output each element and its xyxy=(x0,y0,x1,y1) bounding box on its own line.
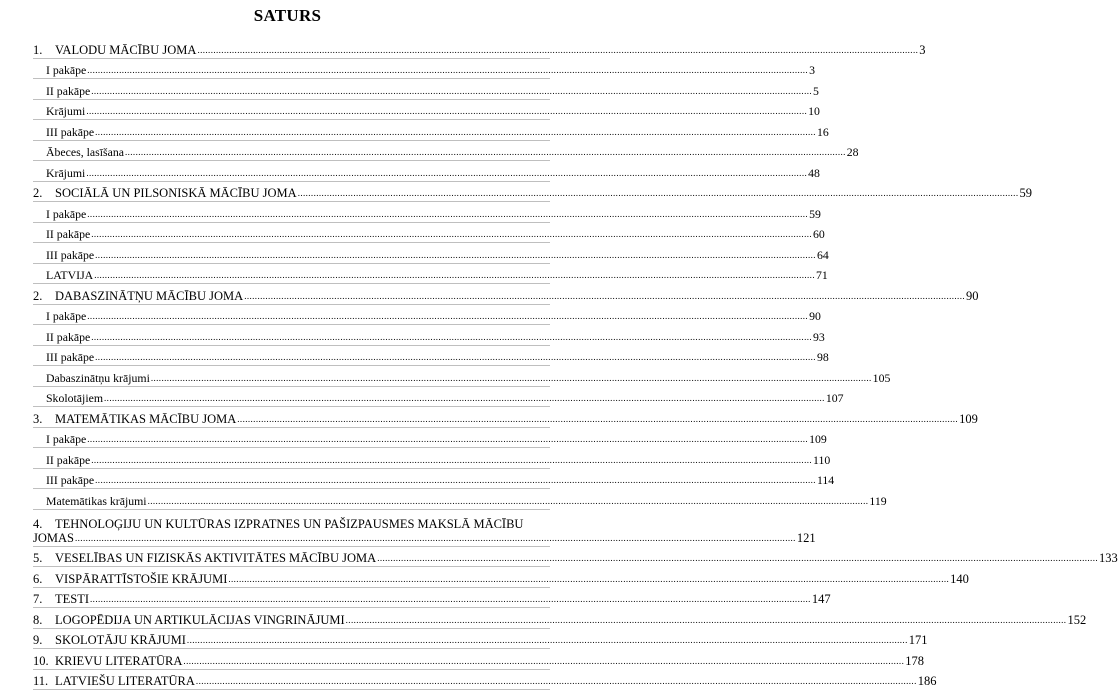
toc-entry-label: MATEMĀTIKAS MĀCĪBU JOMA xyxy=(55,411,237,426)
toc-section-entry[interactable] xyxy=(33,407,978,428)
toc-subsection-entry[interactable] xyxy=(33,346,829,367)
toc-section-entry[interactable] xyxy=(33,284,979,305)
toc-section-entry[interactable] xyxy=(33,547,1118,568)
toc-entry-label: LOGOPĒDIJA UN ARTIKULĀCIJAS VINGRINĀJUMI xyxy=(55,612,345,627)
toc-subsection-entry[interactable] xyxy=(33,141,859,162)
toc-subsection-entry[interactable] xyxy=(33,428,827,449)
toc-page-number: 119 xyxy=(869,493,887,508)
toc-page-number: 16 xyxy=(816,124,829,139)
toc-subsection-entry[interactable] xyxy=(33,264,828,285)
dot-leader xyxy=(151,371,872,385)
toc-section-entry[interactable] xyxy=(33,510,816,547)
dot-leader xyxy=(187,633,908,647)
toc-section-entry[interactable] xyxy=(33,649,924,670)
toc-entry-number: 11. xyxy=(33,674,49,688)
toc-page-number: 3 xyxy=(809,63,815,77)
toc-entry-label: LATVIEŠU LITERATŪRA xyxy=(55,674,195,688)
toc-page-number: 48 xyxy=(808,165,820,180)
dot-leader xyxy=(86,166,807,180)
toc-entry-number: 8. xyxy=(33,612,43,627)
toc-entry-number: 9. xyxy=(33,633,43,647)
toc-entry-label: VESELĪBAS UN FIZISKĀS AKTIVITĀTES MĀCĪBU JOMA xyxy=(55,551,377,565)
dot-leader xyxy=(95,125,816,139)
toc-page-number: 105 xyxy=(872,370,891,385)
toc-entry-label: Dabaszinātņu krājumi xyxy=(46,370,150,385)
toc-entry-label: II pakāpe xyxy=(46,83,91,98)
toc-subsection-entry[interactable] xyxy=(33,243,829,264)
dot-leader xyxy=(237,412,958,426)
page-title: SATURS xyxy=(253,6,322,25)
toc-subsection-entry[interactable] xyxy=(33,223,825,244)
toc-entry-label: I pakāpe xyxy=(46,309,87,323)
toc-page-number: 110 xyxy=(813,452,831,467)
toc-section-entry[interactable] xyxy=(33,588,831,609)
toc-page-number: 59 xyxy=(1019,186,1032,200)
toc-page-number: 133 xyxy=(1099,551,1118,565)
dot-leader xyxy=(90,592,811,606)
toc-subsection-entry[interactable] xyxy=(33,305,821,326)
toc-subsection-entry[interactable] xyxy=(33,387,844,408)
toc-page-number: 60 xyxy=(813,227,825,241)
dot-leader xyxy=(75,531,796,545)
toc-subsection-entry[interactable] xyxy=(33,79,819,100)
toc-subsection-entry[interactable] xyxy=(33,469,835,490)
toc-page-number: 109 xyxy=(809,432,827,446)
toc-entry-label: II pakāpe xyxy=(46,329,91,344)
toc-subsection-entry[interactable] xyxy=(33,120,829,141)
toc-page-number: 93 xyxy=(813,329,825,344)
dot-leader xyxy=(125,145,846,159)
toc-entry-label: Matemātikas krājumi xyxy=(46,493,147,508)
toc-entry-label-continued: JOMAS xyxy=(33,530,74,545)
dot-leader xyxy=(91,84,812,98)
toc-entry-number: 5. xyxy=(33,551,43,565)
dot-leader xyxy=(91,227,812,241)
dot-leader xyxy=(196,674,917,688)
toc-entry-label: VISPĀRATTĪSTOŠIE KRĀJUMI xyxy=(55,571,228,586)
toc-entry-number: 2. xyxy=(33,186,43,200)
toc-section-entry[interactable] xyxy=(33,182,1032,203)
toc-entry-number: 10. xyxy=(33,653,49,668)
toc-page-number: 171 xyxy=(908,633,928,647)
toc-page-number: 114 xyxy=(816,473,835,487)
toc-entry-number: 4. xyxy=(33,516,43,531)
dot-leader xyxy=(91,330,812,344)
toc-subsection-entry[interactable] xyxy=(33,161,820,182)
dot-leader xyxy=(94,268,815,282)
toc-entry-label: III pakāpe xyxy=(46,350,95,364)
dot-leader xyxy=(228,572,949,586)
toc-page-number: 152 xyxy=(1067,612,1087,627)
toc-page-number: 140 xyxy=(950,571,969,586)
toc-page-number: 3 xyxy=(919,42,926,57)
dot-leader xyxy=(346,613,1067,627)
toc-entry-label: I pakāpe xyxy=(46,432,87,446)
toc-subsection-entry[interactable] xyxy=(33,100,820,121)
toc-entry-number: 1. xyxy=(33,42,43,57)
toc-entry-label: I pakāpe xyxy=(46,63,87,77)
dot-leader xyxy=(95,350,816,364)
toc-subsection-entry[interactable] xyxy=(33,448,831,469)
dot-leader xyxy=(148,494,869,508)
toc-section-entry[interactable] xyxy=(33,629,928,650)
toc-entry-label: III pakāpe xyxy=(46,124,95,139)
dot-leader xyxy=(86,104,807,118)
toc-entry-label: SKOLOTĀJU KRĀJUMI xyxy=(55,633,186,647)
toc-page-number: 90 xyxy=(809,309,821,323)
toc-entry-label: I pakāpe xyxy=(46,206,87,221)
toc-subsection-entry[interactable] xyxy=(33,489,887,510)
dot-leader xyxy=(244,289,965,303)
dot-leader xyxy=(377,551,1098,565)
toc-entry-label: Krājumi xyxy=(46,165,86,180)
toc-entry-label: II pakāpe xyxy=(46,452,91,467)
toc-entry-label: TESTI xyxy=(55,592,90,606)
toc-subsection-entry[interactable] xyxy=(33,325,825,346)
toc-page-number: 59 xyxy=(809,206,821,221)
toc-entry-label: SOCIĀLĀ UN PILSONISKĀ MĀCĪBU JOMA xyxy=(55,186,297,200)
toc-entry-label: III pakāpe xyxy=(46,247,95,262)
toc-page-number: 98 xyxy=(816,350,829,364)
dot-leader xyxy=(104,391,825,405)
toc-subsection-entry[interactable] xyxy=(33,59,815,80)
dot-leader xyxy=(91,453,812,467)
toc-entry-number: 6. xyxy=(33,571,43,586)
toc-entry-label: Krājumi xyxy=(46,104,86,118)
toc-page-number: 107 xyxy=(825,391,844,405)
toc-entry-label: TEHNOLOĢIJU UN KULTŪRAS IZPRATNES UN PAŠIZPAUSMES MAKSLĀ MĀCĪBU xyxy=(55,516,524,531)
toc-entry-number: 7. xyxy=(33,592,43,606)
dot-leader xyxy=(95,473,816,487)
dot-leader xyxy=(95,248,816,262)
toc-entry-label: II pakāpe xyxy=(46,227,91,241)
toc-section-entry[interactable] xyxy=(33,670,937,691)
dot-leader xyxy=(87,309,808,323)
toc-page-number: 121 xyxy=(796,530,816,545)
toc-page-number: 186 xyxy=(917,674,937,688)
dot-leader xyxy=(87,432,808,446)
toc-entry-number: 2. xyxy=(33,288,43,303)
dot-leader xyxy=(183,654,904,668)
toc-section-entry[interactable] xyxy=(33,608,1087,629)
toc-entry-label: III pakāpe xyxy=(46,473,95,487)
toc-page-number: 71 xyxy=(816,268,828,282)
toc-entry-number: 3. xyxy=(33,411,43,426)
toc-entry-label: LATVIJA xyxy=(46,268,94,282)
toc-entry-label: Ābeces, lasīšana xyxy=(46,145,124,159)
toc-subsection-entry[interactable] xyxy=(33,202,821,223)
toc-entry-label: Skolotājiem xyxy=(46,391,104,405)
toc-page-number: 90 xyxy=(966,288,979,303)
toc-page-number: 64 xyxy=(816,247,829,262)
toc-entry-label: KRIEVU LITERATŪRA xyxy=(55,653,183,668)
dot-leader xyxy=(87,207,808,221)
toc-page-number: 5 xyxy=(813,83,819,98)
dot-leader xyxy=(197,43,918,57)
toc-section-entry[interactable] xyxy=(33,38,926,59)
toc-entry-label: DABASZINĀTŅU MĀCĪBU JOMA xyxy=(55,288,244,303)
toc-entry-label: VALODU MĀCĪBU JOMA xyxy=(55,42,197,57)
toc-page-number: 147 xyxy=(811,592,831,606)
dot-leader xyxy=(87,63,808,77)
dot-leader xyxy=(298,186,1019,200)
toc-page-number: 178 xyxy=(905,653,924,668)
toc-page-number: 28 xyxy=(846,145,859,159)
toc-section-entry[interactable] xyxy=(33,567,969,588)
toc-page-number: 109 xyxy=(959,411,978,426)
toc-subsection-entry[interactable] xyxy=(33,366,891,387)
table-of-contents xyxy=(33,38,1118,690)
toc-page-number: 10 xyxy=(808,104,820,118)
